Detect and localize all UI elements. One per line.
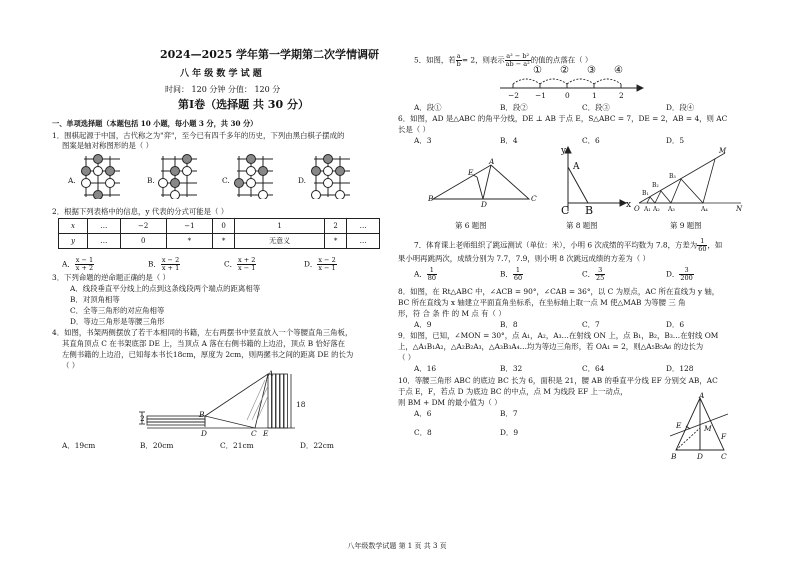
table-cell: −1	[166, 219, 212, 234]
table-cell: …	[88, 234, 121, 249]
segment-3-label: ③	[587, 65, 596, 76]
q2-option-c	[224, 257, 256, 272]
fraction-denominator: x − 1	[238, 264, 256, 272]
fraction-denominator: 25	[596, 274, 605, 282]
bookshelf-figure	[135, 368, 305, 440]
fig8-label-x: x	[626, 200, 632, 210]
fig10-label-m: M	[704, 424, 712, 433]
fraction-denominator: 80	[427, 274, 437, 282]
table-row-y	[59, 234, 380, 249]
q7-option-a-label: A．	[414, 269, 427, 279]
q9-text-line2: 上，△A₁B₁A₂，△A₂B₂A₃，△A₃B₃A₄…均为等边三角形，若 OA₁ = 2，则△A₅B₅A₆ 的边长为	[398, 342, 704, 351]
grade-subject: 八 年 级 数 学 试 题	[180, 69, 262, 79]
q2-option-b	[148, 257, 180, 272]
q9-option-b: B．32	[500, 364, 523, 373]
fig10-label-b: B	[671, 452, 677, 461]
q1-option-d-label: D.	[298, 176, 307, 185]
table-cell: 1	[235, 219, 325, 234]
q7-text-b: ，如	[707, 240, 723, 250]
section-heading: 一、单项选择题（本题包括 10 小题，每小题 3 分，共 30 分）	[52, 119, 258, 128]
q9-option-a: A．16	[414, 364, 437, 373]
q7-text-a: 7．体育课上老师组织了跳远测试（单位：米），小明 6 次成绩的平均数为 7.8，方差为	[414, 240, 698, 250]
fig10-label-e: E	[676, 421, 682, 430]
q8-option-a: A．9	[414, 320, 432, 329]
q8-option-b: B．8	[500, 320, 518, 329]
table-cell: −2	[120, 219, 166, 234]
q9-text-line3: （ ）	[398, 353, 416, 362]
q8-option-c: C．7	[582, 320, 600, 329]
table-cell: …	[347, 234, 380, 249]
q4-label-b: B	[199, 410, 205, 419]
tick-label: 2	[619, 91, 624, 100]
q4-label-thickness: 2	[140, 414, 145, 423]
q7-option-c-label: C．	[582, 269, 596, 279]
fig9-label-b1: B₁	[642, 190, 649, 197]
q7-option-b	[500, 267, 523, 282]
q7-text-line1	[414, 238, 722, 253]
q2-option-a-label: A．	[62, 259, 75, 269]
q4-label-c: C	[251, 429, 257, 438]
segment-2-label: ②	[560, 65, 569, 76]
q10-text-line3: 则 BM + DM 的最小值为（ ）	[398, 398, 502, 407]
q4-label-d: D	[201, 429, 207, 438]
q3-text: 3．下列命题的逆命题正确的是（ ）	[52, 273, 170, 282]
fig6-label-e: E	[468, 168, 474, 177]
fraction-denominator: 60	[698, 245, 707, 253]
tick-label: 0	[565, 91, 570, 100]
fig9-label-n: N	[736, 205, 743, 213]
q6-option-a: A．3	[414, 136, 432, 145]
q10-option-a: A．6	[414, 409, 432, 418]
equilateral-chain-figure	[635, 145, 745, 213]
q5-option-a: A．段①	[414, 103, 442, 112]
table-cell: 0	[120, 234, 166, 249]
q6-option-d: D．5	[666, 136, 685, 145]
q4-label-e: E	[263, 429, 269, 438]
fig9-caption: 第 9 题图	[670, 221, 702, 230]
q9-text-line1: 9．如图，已知，∠MON = 30°，点 A₁，A₂，A₃…在射线 ON 上，点 B₁，B₂，B₃…在射线 OM	[398, 331, 719, 340]
q1-text-line1: 1．围棋起源于中国，古代称之为"弈"，至今已有四千多年的历史，下列由黑白棋子摆成的	[52, 131, 345, 140]
q10-option-b: B．7	[500, 409, 518, 418]
q7-option-d-label: D．	[666, 269, 680, 279]
q4-label-a: A	[268, 369, 274, 378]
q4-option-c: C．21cm	[220, 441, 254, 450]
fraction-numerator: 1	[513, 267, 523, 275]
q10-text-line2: 于点 E，F，若点 D 为底边 BC 的中点，点 M 为线段 EF 上一动点，	[398, 387, 628, 396]
fig8-label-y: y	[561, 146, 567, 156]
fraction-denominator: b	[456, 60, 461, 68]
fraction-numerator: 1	[697, 238, 707, 246]
time-score: 时间： 120 分钟 分值： 120 分	[165, 85, 281, 94]
fraction-numerator: x − 1	[75, 256, 94, 264]
q10-text-line1: 10．等腰三角形 ABC 的底边 BC 长为 6，面积是 21，腰 AB 的垂直平分线 EF 分别交 AB，AC	[398, 376, 718, 385]
fraction-denominator: x + 2	[75, 264, 94, 272]
segment-4-label: ④	[614, 65, 623, 76]
q2-text: 2．根据下列表格中的信息，y 代表的分式可能是（ ）	[52, 207, 229, 216]
q8-text-line3: 形，符 合 条 件 的 M 点 有（ ）	[398, 309, 506, 318]
fig9-label-a2: A₂	[653, 206, 660, 213]
fraction-denominator: 60	[513, 274, 523, 282]
fig10-label-a: A	[699, 391, 705, 400]
q7-option-c	[582, 267, 605, 282]
q7-text-line2: 果小明再跳两次，成绩分别为 7.7，7.9，则小明 8 次跳远成绩的方差为（ ）	[398, 254, 650, 263]
q3-option-b: B．对顶角相等	[70, 295, 120, 304]
go-board-c-figure	[233, 153, 277, 199]
fraction-denominator: x − 1	[318, 264, 336, 272]
q2-option-d	[304, 257, 337, 272]
fraction-denominator: ab − a²	[505, 60, 530, 68]
fraction-numerator: a² − b²	[506, 52, 530, 60]
q2-option-d-label: D．	[304, 259, 318, 269]
fraction-denominator: 200	[680, 274, 693, 282]
q1-option-b-label: B.	[147, 176, 155, 185]
fig9-label-a3: A₃	[668, 206, 675, 213]
q5-option-d: D．段④	[666, 103, 695, 112]
q5-option-c: C．段③	[582, 103, 610, 112]
fig9-label-a1: A₁	[644, 206, 651, 213]
q3-option-a: A．线段垂直平分线上的点到这条线段两个端点的距离相等	[70, 284, 261, 293]
table-cell: 2	[325, 219, 347, 234]
fig6-label-c: C	[531, 194, 537, 203]
q4-label-length: 18	[296, 400, 306, 409]
q1-text-line2: 图案是轴对称图形的是（ ）	[62, 141, 154, 150]
table-cell: …	[347, 219, 380, 234]
fraction-numerator: 3	[595, 267, 605, 275]
fig10-label-c: C	[721, 452, 727, 461]
tick-label: −2	[508, 91, 519, 100]
q2-value-table	[58, 218, 380, 249]
table-cell: *	[166, 234, 212, 249]
tick-label: 1	[592, 91, 597, 100]
table-cell: *	[213, 234, 235, 249]
exam-title: 2024—2025 学年第一学期第二次学情调研	[160, 48, 380, 61]
fraction-numerator: 1	[427, 267, 437, 275]
fig6-caption: 第 6 题图	[455, 221, 487, 230]
go-board-b-figure	[157, 153, 201, 199]
q7-option-b-label: B．	[500, 269, 513, 279]
fraction-numerator: x − 2	[161, 256, 180, 264]
q4-option-d: D．22cm	[300, 441, 334, 450]
q4-text-line4: （ ）	[62, 361, 80, 370]
q2-option-a	[62, 257, 94, 272]
q1-option-c-label: C.	[222, 176, 230, 185]
q4-option-b: B．20cm	[140, 441, 174, 450]
q5-text-post: 的值的点落在（ ）	[530, 55, 593, 65]
q3-option-d: D．等边三角形是等腰三角形	[70, 317, 165, 326]
fig10-label-f: F	[721, 432, 727, 441]
fig8-label-a: A	[573, 162, 580, 172]
fig8-caption: 第 8 题图	[566, 221, 598, 230]
q6-text-line2: 长是（ ）	[398, 125, 430, 134]
q10-option-c: C．8	[414, 428, 432, 437]
q6-text-line1: 6．如图，AD 是△ABC 的角平分线，DE ⊥ AB 于点 E，S△ABC = 7，DE = 2，AB = 4，则 AC	[398, 114, 728, 123]
fig9-label-b2: B₂	[652, 182, 659, 189]
fig8-label-c: C	[561, 204, 570, 217]
fraction-numerator: x − 2	[318, 256, 336, 264]
q1-option-a-label: A.	[68, 176, 76, 185]
part-title: 第Ⅰ卷（选择题 共 30 分）	[178, 98, 309, 111]
q4-text-line3: 左侧书籍的上边沿，已知每本书长18cm，厚度为 2cm，则两摞书之间的距离 DE 的长为	[62, 350, 354, 359]
fig9-label-m: M	[719, 147, 727, 155]
q5-option-b: B．段②	[500, 103, 528, 112]
q4-option-a: A．19cm	[62, 441, 96, 450]
q5-text-mid: = 2，则表示	[461, 55, 505, 65]
fig9-label-o: O	[634, 205, 640, 213]
fig6-label-a: A	[489, 157, 495, 166]
go-board-d-figure	[310, 153, 354, 199]
q9-option-c: C．64	[582, 364, 605, 373]
table-row-x	[59, 219, 380, 234]
q2-option-c-label: C．	[224, 259, 238, 269]
q10-option-d: D．9	[500, 428, 519, 437]
q5-text-pre: 5．如图，若	[414, 55, 456, 65]
go-board-a-figure	[80, 153, 124, 199]
q4-text-line1: 4．如图，书架两侧摆放了若干本相同的书籍，左右两摆书中竖直放入一个等腰直角三角板，	[52, 328, 353, 337]
q8-option-d: D．6	[666, 320, 685, 329]
q6-option-c: C．6	[582, 136, 600, 145]
table-cell: …	[88, 219, 121, 234]
fraction-numerator: x + 2	[238, 256, 256, 264]
fraction-denominator: x + 1	[161, 264, 180, 272]
page-footer: 八年级数学试题 第 1 页 共 3 页	[347, 542, 447, 550]
fig9-label-b3: B₃	[669, 173, 676, 180]
table-cell: y	[59, 234, 88, 249]
fig9-label-a4: A₄	[701, 206, 708, 213]
table-cell: x	[59, 219, 88, 234]
fraction-numerator: 3	[679, 267, 693, 275]
table-cell: 无意义	[235, 234, 325, 249]
q8-text-line2: BC 所在直线为 x 轴建立平面直角坐标系，在坐标轴上取一点 M 使△MAB 为等腰 三 角	[398, 298, 686, 307]
q6-option-b: B．4	[500, 136, 518, 145]
fig8-label-b: B	[585, 204, 594, 217]
q4-text-line2: 其直角顶点 C 在书架底部 DE 上，当顶点 A 落在右侧书籍的上边沿，顶点 B 恰好落在	[62, 339, 346, 348]
q9-option-d: D．128	[666, 364, 694, 373]
q2-option-b-label: B．	[148, 259, 161, 269]
fig6-label-b: B	[428, 194, 434, 203]
q7-option-a	[414, 267, 437, 282]
table-cell: *	[325, 234, 347, 249]
q8-text-line1: 8．如图，在 Rt△ABC 中，∠ACB = 90°，∠CAB = 36°，以 C 为原点，AC 所在直线为 y 轴，	[398, 287, 720, 296]
tick-label: −1	[535, 91, 546, 100]
fig10-label-d: D	[697, 452, 703, 461]
fig6-label-d: D	[481, 200, 487, 209]
segment-1-label: ①	[533, 65, 542, 76]
q3-option-c: C．全等三角形的对应角相等	[70, 306, 165, 315]
table-cell: 0	[213, 219, 235, 234]
q7-option-d	[666, 267, 694, 282]
fraction-numerator: a	[456, 52, 461, 60]
